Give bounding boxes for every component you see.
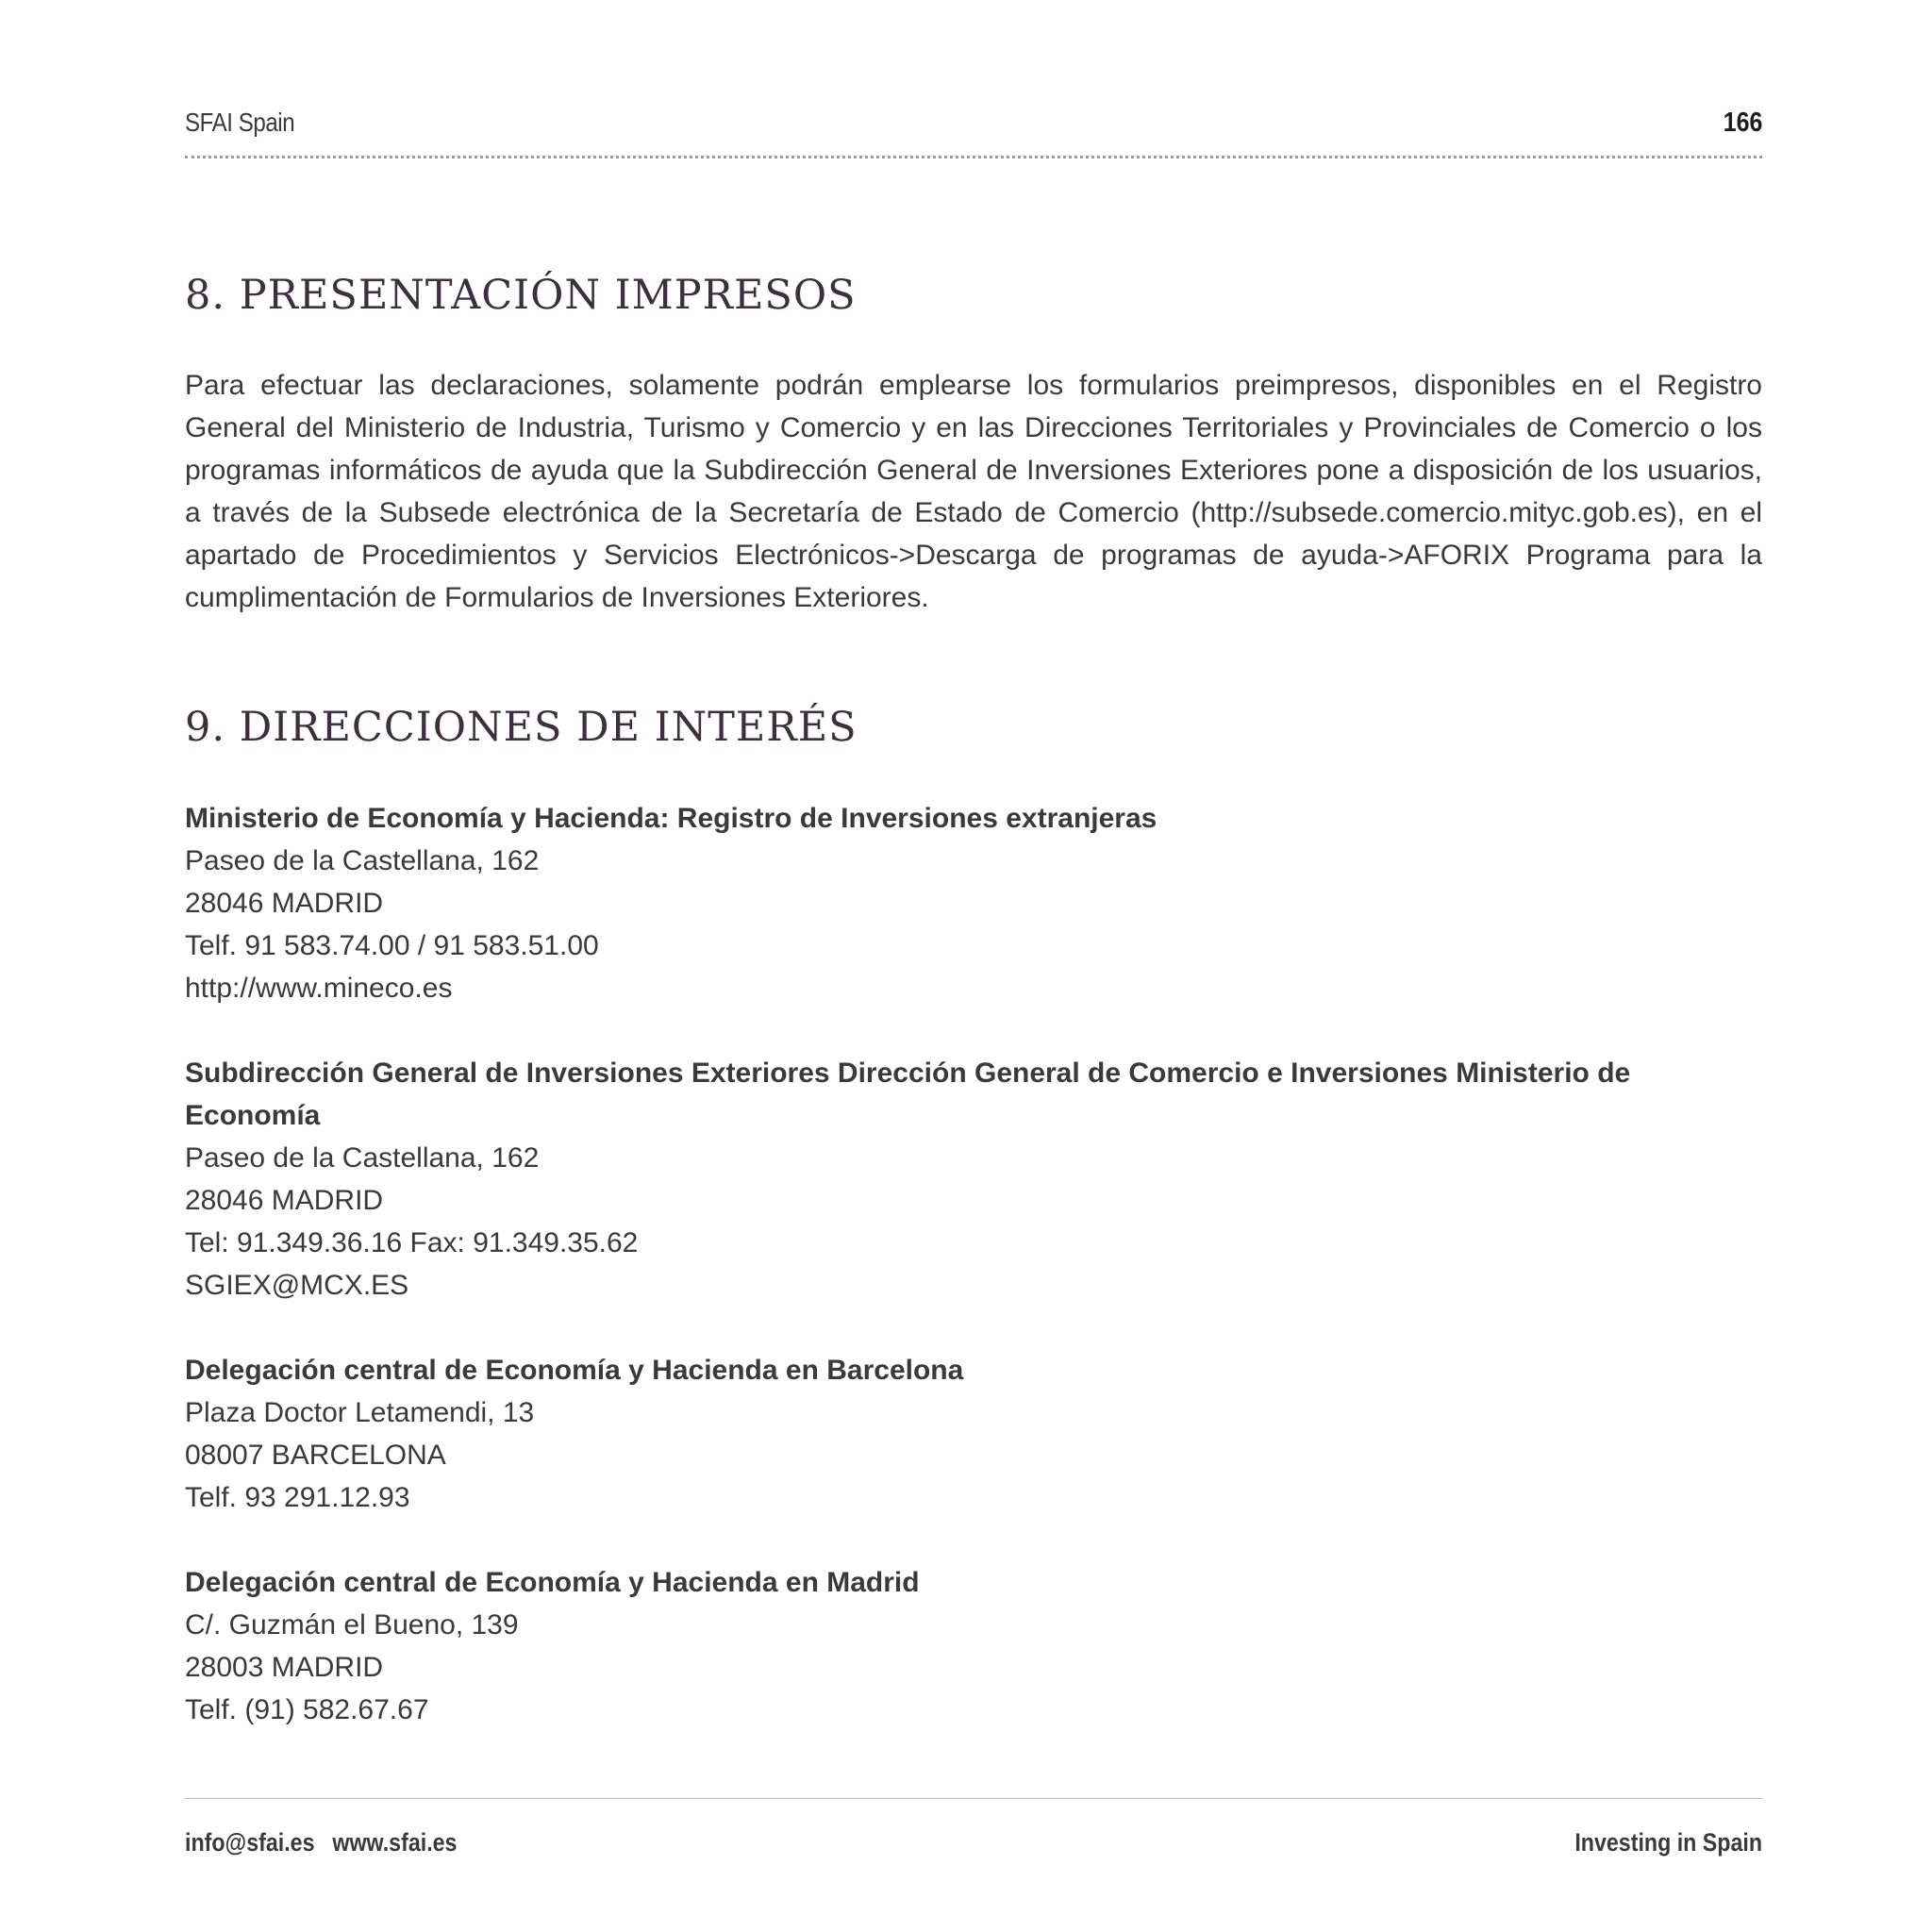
contact-name: Delegación central de Economía y Hacienda en Madrid [185, 1567, 920, 1598]
footer-website: www.sfai.es [332, 1828, 458, 1857]
contact-city: 28046 MADRID [185, 1185, 384, 1216]
page-header [185, 108, 1762, 145]
contact-entry [185, 1349, 1762, 1519]
page-number: 166 [1723, 108, 1762, 138]
contact-address: Plaza Doctor Letamendi, 13 [185, 1397, 535, 1428]
footer-divider [185, 1798, 1762, 1799]
contact-name: Ministerio de Economía y Hacienda: Registro de Inversiones extranjeras [185, 803, 1158, 834]
section-8-body: Para efectuar las declaraciones, solamente podrán emplearse los formularios preimpresos, disponibles en el Registro General del Ministerio de Industria, Turismo y Comercio y en las Direcciones Territoriales y Provinciales de Comercio o los programas informáticos de ayuda que la Subdirección General de Inversiones Exteriores pone a disposición de los usuarios, a través de la Subsede electrónica de la Secretaría de Estado de Comercio (http://subsede.comercio.mityc.gob.es), en el apartado de Procedimientos y Servicios Electrónicos->Descarga de programas de ayuda->AFORIX Programa para la cumplimentación de Formularios de Inversiones Exteriores. [185, 370, 1762, 613]
contact-phone: Telf. 91 583.74.00 / 91 583.51.00 [185, 930, 599, 961]
publisher-name: SFAI Spain [185, 108, 295, 137]
contact-address: Paseo de la Castellana, 162 [185, 1142, 540, 1174]
contact-phone: Telf. 93 291.12.93 [185, 1482, 410, 1513]
header-dotted-divider [185, 156, 1762, 158]
section-9-title: 9. DIRECCIONES DE INTERÉS [185, 704, 858, 751]
contact-city: 08007 BARCELONA [185, 1440, 446, 1471]
footer-tagline: Investing in Spain [1574, 1828, 1762, 1857]
footer-email: info@sfai.es [185, 1828, 315, 1857]
contact-entry [185, 1052, 1762, 1307]
contact-email: SGIEX@MCX.ES [185, 1270, 409, 1301]
contact-list [185, 797, 1762, 1774]
contact-name: Subdirección General de Inversiones Exteriores Dirección General de Comercio e Inversiones Ministerio de Economía [185, 1058, 1631, 1131]
footer-contact [185, 1828, 457, 1857]
contact-city: 28003 MADRID [185, 1652, 384, 1683]
contact-phone: Telf. (91) 582.67.67 [185, 1694, 429, 1725]
contact-address: Paseo de la Castellana, 162 [185, 845, 540, 876]
contact-address: C/. Guzmán el Bueno, 139 [185, 1609, 519, 1641]
contact-city: 28046 MADRID [185, 888, 384, 919]
contact-phone: Tel: 91.349.36.16 Fax: 91.349.35.62 [185, 1227, 639, 1258]
contact-name: Delegación central de Economía y Hacienda en Barcelona [185, 1355, 964, 1386]
contact-entry [185, 1561, 1762, 1731]
section-8-title: 8. PRESENTACIÓN IMPRESOS [185, 272, 857, 319]
contact-entry [185, 797, 1762, 1009]
contact-website: http://www.mineco.es [185, 973, 453, 1004]
